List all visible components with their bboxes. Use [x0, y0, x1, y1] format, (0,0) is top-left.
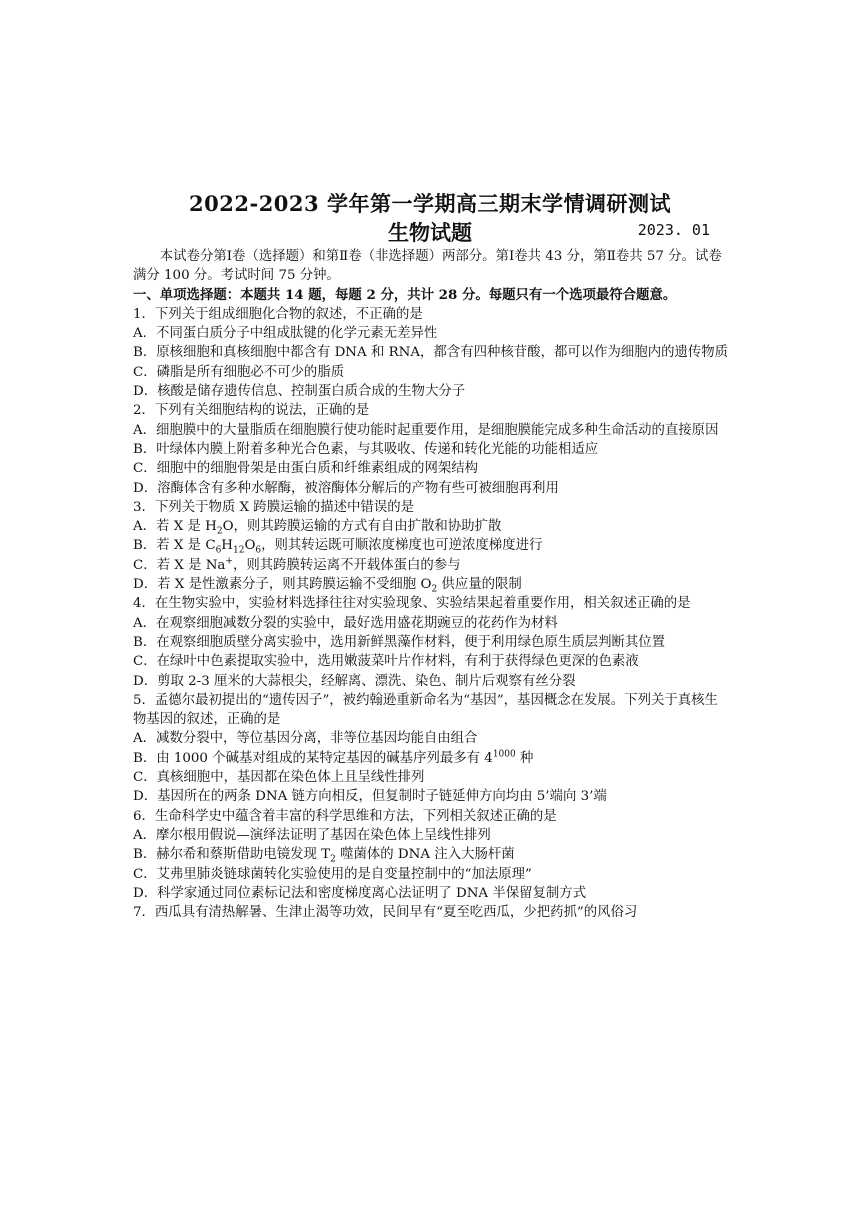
option-a: A．减数分裂中，等位基因分离，非等位基因均能自由组合 — [133, 731, 478, 747]
question-stem: 3．下列关于物质 X 跨膜运输的描述中错误的是 — [133, 499, 414, 515]
question-stem: 7．西瓜具有清热解暑、生津止渴等功效，民间早有“夏至吃西瓜，少把药抓”的风俗习 — [133, 905, 638, 921]
question-stem: 4．在生物实验中，实验材料选择往往对实验现象、实验结果起着重要作用，相关叙述正确的是 — [133, 596, 691, 612]
exam-subtitle: 生物试题 — [388, 220, 472, 245]
option-c: C．磷脂是所有细胞必不可少的脂质 — [133, 364, 345, 380]
exam-title: 2022-2023 学年第一学期高三期末学情调研测试 — [189, 191, 671, 216]
option-b: B．在观察细胞质壁分离实验中，选用新鲜黑藻作材料，便于利用绿色原生质层判断其位置 — [133, 634, 666, 650]
option-a: A．摩尔根用假说—演绎法证明了基因在染色体上呈线性排列 — [133, 827, 491, 843]
option-d: D．剪取 2-3 厘米的大蒜根尖，经解离、漂洗、染色、制片后观察有丝分裂 — [133, 673, 576, 689]
option-a: A．细胞膜中的大量脂质在细胞膜行使功能时起重要作用，是细胞膜能完成多种生命活动的直接原因 — [133, 422, 719, 438]
intro-paragraph: 本试卷分第Ⅰ卷（选择题）和第Ⅱ卷（非选择题）两部分。第Ⅰ卷共 43 分，第Ⅱ卷共 57 分。试卷满分 100 分。考试时间 75 分钟。 — [133, 249, 722, 284]
option-c: C．艾弗里肺炎链球菌转化实验使用的是自变量控制中的“加法原理” — [133, 866, 532, 882]
option-d: D．溶酶体含有多种水解酶，被溶酶体分解后的产物有些可被细胞再利用 — [133, 480, 559, 496]
option-c: C．细胞中的细胞骨架是由蛋白质和纤维素组成的网架结构 — [133, 461, 479, 477]
exam-content — [133, 247, 729, 922]
subtitle-row — [0, 217, 860, 245]
option-d: D．科学家通过同位素标记法和密度梯度离心法证明了 DNA 半保留复制方式 — [133, 885, 587, 901]
section-heading: 一、单项选择题：本题共 14 题，每题 2 分，共计 28 分。每题只有一个选项最符合题意。 — [133, 286, 677, 303]
question-stem: 2．下列有关细胞结构的说法，正确的是 — [133, 403, 370, 419]
option-b: B．赫尔希和蔡斯借助电镜发现 $T_2$ 噬菌体的 DNA 注入大肠杆菌 — [133, 847, 515, 865]
option-b: B．若 X 是 $C_6H_{12}O_6$，则其转运既可顺浓度梯度也可逆浓度梯度进行 — [133, 538, 543, 557]
option-b: B．原核细胞和真核细胞中都含有 DNA 和 RNA，都含有四种核苷酸，都可以作为细胞内的遗传物质 — [133, 345, 729, 361]
question-stem: 5．孟德尔最初提出的“遗传因子”，被约翰逊重新命名为“基因”，基因概念在发展。下列关于真核生物基因的叙述，正确的是 — [133, 692, 718, 728]
option-a: A．若 X 是 $H_2O$，则其跨膜运输的方式有自由扩散和协助扩散 — [133, 519, 502, 537]
exam-date: 2023. 01 — [637, 221, 710, 239]
question-stem: 1．下列关于组成细胞化合物的叙述，不正确的是 — [133, 306, 423, 322]
option-b: B．叶绿体内膜上附着多种光合色素，与其吸收、传递和转化光能的功能相适应 — [133, 441, 599, 457]
option-d: D．核酸是储存遗传信息、控制蛋白质合成的生物大分子 — [133, 384, 466, 400]
question-stem: 6．生命科学史中蕴含着丰富的科学思维和方法，下列相关叙述正确的是 — [133, 808, 557, 824]
option-a: A．在观察细胞减数分裂的实验中，最好选用盛花期豌豆的花药作为材料 — [133, 615, 558, 631]
option-c: C．在绿叶中色素提取实验中，选用嫩菠菜叶片作材料，有利于获得绿色更深的色素液 — [133, 654, 639, 670]
option-a: A．不同蛋白质分子中组成肽键的化学元素无差异性 — [133, 326, 438, 342]
option-c: C．真核细胞中，基因都在染色体上且呈线性排列 — [133, 770, 425, 786]
option-c: C．若 X 是 Na+，则其跨膜转运离不开载体蛋白的参与 — [133, 556, 461, 573]
option-b: B．由 1000 个碱基对组成的某特定基因的碱基序列最多有 $4^{1000}$ 种 — [133, 749, 534, 766]
option-d: D．若 X 是性激素分子，则其跨膜运输不受细胞 $O_2$ 供应量的限制 — [133, 577, 522, 595]
option-d: D．基因所在的两条 DNA 链方向相反，但复制时子链延伸方向均由 5’端向 3’端 — [133, 789, 607, 805]
